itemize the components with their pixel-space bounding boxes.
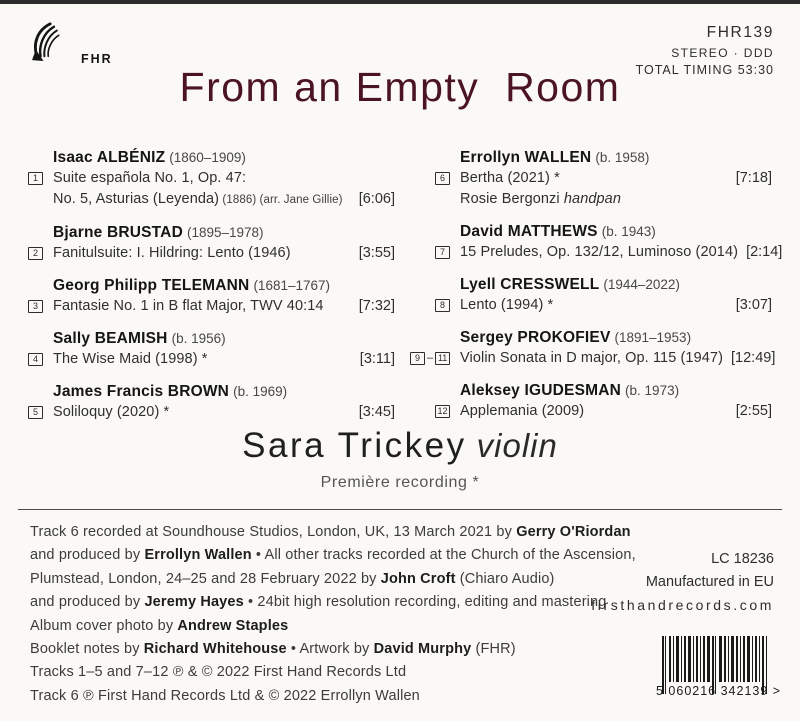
fhr-logo: [28, 22, 113, 67]
track-row: [410, 401, 772, 422]
track-time: [6:06]: [358, 191, 395, 207]
track-number: [28, 247, 53, 260]
credit-line: [30, 685, 630, 708]
composer-name: Isaac ALBÉNIZ: [53, 149, 166, 166]
track-title: Fantasie No. 1 in B flat Major, TWV 40:14: [53, 298, 324, 314]
track-title: Fanitulsuite: I. Hildring: Lento (1946): [53, 245, 291, 261]
credits-block: [30, 521, 636, 708]
credit-name: Andrew Staples: [177, 617, 289, 634]
track-number-box: 6: [435, 172, 450, 185]
track-number-box: 2: [28, 247, 43, 260]
credit-line: [30, 521, 630, 544]
manufactured-note: Manufactured in EU: [645, 574, 774, 590]
credit-line: [30, 615, 630, 638]
composer-name: Bjarne BRUSTAD: [53, 224, 183, 241]
composer-dates: (1891–1953): [614, 330, 692, 345]
composer-dates: (b. 1958): [595, 150, 650, 165]
credit-text: Booklet notes by: [30, 641, 144, 658]
artist-instrument: violin: [476, 427, 558, 464]
track-time: [3:55]: [358, 245, 395, 261]
label-website: firsthandrecords.com: [591, 597, 774, 613]
track-title: The Wise Maid (1998) *: [53, 351, 208, 367]
composer-name: David MATTHEWS: [460, 223, 598, 240]
barcode: [656, 634, 782, 698]
track-number-box: 4: [28, 353, 43, 366]
credit-line: [30, 544, 636, 567]
composer-dates: (1895–1978): [186, 225, 264, 240]
track-title: Bertha (2021) *: [460, 170, 560, 186]
composer-name: Errollyn WALLEN: [460, 149, 592, 166]
track-row: [410, 242, 783, 263]
barcode-digits: 5 060216 342139 >: [656, 684, 782, 698]
artist-block: [0, 426, 800, 492]
credit-name: Jeremy Hayes: [144, 594, 244, 611]
format-line: STEREO · DDD: [671, 46, 774, 60]
composer-line: [28, 147, 395, 168]
tracklist-entry: [28, 147, 395, 211]
track-number: [28, 300, 53, 313]
credit-name: Errollyn Wallen: [144, 547, 252, 564]
tracklist-entry: [410, 380, 772, 422]
composer-name: Aleksey IGUDESMAN: [460, 382, 622, 399]
track-title: Lento (1994) *: [460, 297, 554, 313]
composer-dates: (1860–1909): [169, 150, 246, 165]
track-number: [28, 172, 53, 185]
track-row: [28, 189, 395, 211]
tracklist-entry: [28, 275, 395, 317]
track-time: [7:18]: [735, 170, 772, 186]
tracklist-left-column: [28, 147, 395, 434]
lc-number: LC 18236: [711, 551, 774, 567]
credit-name: Richard Whitehouse: [143, 641, 287, 658]
tracklist-entry: [410, 327, 776, 369]
credit-text: (FHR): [471, 641, 516, 658]
composer-line: [28, 381, 395, 402]
credit-text: • All other tracks recorded at the Church of the Ascension,: [251, 547, 636, 564]
track-row: [28, 349, 395, 370]
catalog-number: FHR139: [706, 24, 774, 41]
tracklist-entry: [410, 147, 772, 210]
track-number-box: 7: [435, 246, 450, 259]
composer-line: [410, 380, 772, 401]
track-time: [12:49]: [731, 350, 776, 366]
credit-line: [30, 638, 630, 661]
track-time: [3:45]: [358, 404, 395, 420]
track-number-box: 8: [435, 299, 450, 312]
track-number: [28, 406, 53, 419]
track-number-box: 3: [28, 300, 43, 313]
fhr-wing-icon: [28, 22, 78, 67]
track-list: [28, 147, 783, 434]
tracklist-right-column: [410, 147, 783, 434]
tracklist-entry: [28, 328, 395, 370]
credit-name: John Croft: [380, 570, 456, 587]
track-time: [7:32]: [358, 298, 395, 314]
track-title: Rosie Bergonzi handpan: [460, 191, 622, 207]
composer-dates: (b. 1943): [601, 224, 656, 239]
fhr-logo-text: FHR: [81, 52, 113, 66]
premiere-recording-note: Première recording *: [320, 474, 480, 491]
track-title: No. 5, Asturias (Leyenda) (1886) (arr. Jane Gillie): [53, 191, 343, 207]
track-number: [410, 172, 460, 185]
track-row: [28, 168, 395, 189]
track-number: [410, 405, 460, 418]
track-title-small: (1886) (arr. Jane Gillie): [219, 194, 343, 206]
credit-text: Track 6 recorded at Soundhouse Studios, London, UK, 13 March 2021 by: [30, 524, 517, 540]
composer-name: James Francis BROWN: [53, 383, 230, 400]
composer-dates: (1944–2022): [603, 277, 680, 292]
album-title: From an Empty Room: [179, 64, 621, 110]
track-row: [410, 348, 776, 369]
composer-line: [410, 147, 772, 168]
composer-name: Sergey PROKOFIEV: [460, 329, 611, 346]
total-timing: TOTAL TIMING 53:30: [635, 63, 774, 77]
track-number: [410, 246, 460, 259]
track-title: Suite española No. 1, Op. 47:: [53, 170, 247, 186]
top-edge-strip: [0, 0, 800, 4]
credit-name: David Murphy: [373, 641, 472, 658]
track-title: Soliloquy (2020) *: [53, 404, 170, 420]
track-number-box: 9: [410, 352, 425, 365]
credit-line: [30, 568, 630, 591]
composer-dates: (b. 1956): [171, 331, 226, 346]
composer-dates: (1681–1767): [253, 278, 331, 293]
credit-text: (Chiaro Audio): [455, 570, 555, 587]
track-row: [410, 295, 772, 316]
track-row: [28, 243, 395, 264]
credit-text: • 24bit high resolution recording, editing and mastering: [243, 594, 607, 611]
credit-text: and produced by: [30, 547, 145, 564]
track-number: [410, 299, 460, 312]
track-title: Applemania (2009): [460, 403, 585, 419]
composer-line: [410, 274, 772, 295]
composer-name: Lyell CRESSWELL: [460, 276, 600, 293]
composer-line: [28, 222, 395, 243]
credit-text: Tracks 1–5 and 7–12 ℗ & © 2022 First Hand Records Ltd: [30, 664, 407, 681]
track-title: 15 Preludes, Op. 132/12, Luminoso (2014): [460, 244, 739, 260]
composer-line: [410, 221, 772, 242]
composer-line: [28, 328, 395, 349]
track-number-box: 12: [435, 405, 450, 418]
tracklist-entry: [410, 274, 772, 316]
tracklist-entry: [28, 381, 395, 423]
composer-name: Sally BEAMISH: [53, 330, 168, 347]
track-number: [28, 353, 53, 366]
track-time: [3:07]: [735, 297, 772, 313]
track-time: [3:11]: [359, 351, 395, 367]
divider-line: [18, 509, 782, 510]
track-time: [2:14]: [746, 244, 783, 260]
composer-dates: (b. 1969): [233, 384, 288, 399]
credit-text: • Artwork by: [286, 641, 374, 658]
track-row: [28, 296, 395, 317]
composer-line: [28, 275, 395, 296]
label-info-block: [591, 548, 774, 617]
track-title-instrument: handpan: [563, 191, 622, 207]
credit-text: Album cover photo by: [30, 617, 178, 634]
track-title: Violin Sonata in D major, Op. 115 (1947): [460, 350, 724, 366]
track-row: [410, 189, 772, 210]
credit-line: [30, 661, 630, 684]
credit-line: [30, 591, 630, 614]
track-row: [410, 168, 772, 189]
track-number-box: 1: [28, 172, 43, 185]
composer-line: [410, 327, 772, 348]
composer-dates: (b. 1973): [625, 383, 680, 398]
track-number-box: 5: [28, 406, 43, 419]
credit-text: Track 6 ℗ First Hand Records Ltd & © 2022 Errollyn Wallen: [30, 687, 420, 704]
composer-name: Georg Philipp TELEMANN: [53, 277, 250, 294]
tracklist-entry: [28, 222, 395, 264]
track-time: [2:55]: [735, 403, 772, 419]
track-number-box: 11: [435, 352, 450, 365]
track-number: [410, 348, 460, 369]
track-range-dash: –: [427, 352, 434, 364]
tracklist-entry: [410, 221, 783, 263]
track-row: [28, 402, 395, 423]
credit-text: and produced by: [30, 594, 145, 611]
artist-name: Sara Trickey: [242, 426, 467, 465]
credit-text: Plumstead, London, 24–25 and 28 February 2022 by: [30, 570, 381, 587]
credit-name: Gerry O'Riordan: [516, 524, 631, 540]
